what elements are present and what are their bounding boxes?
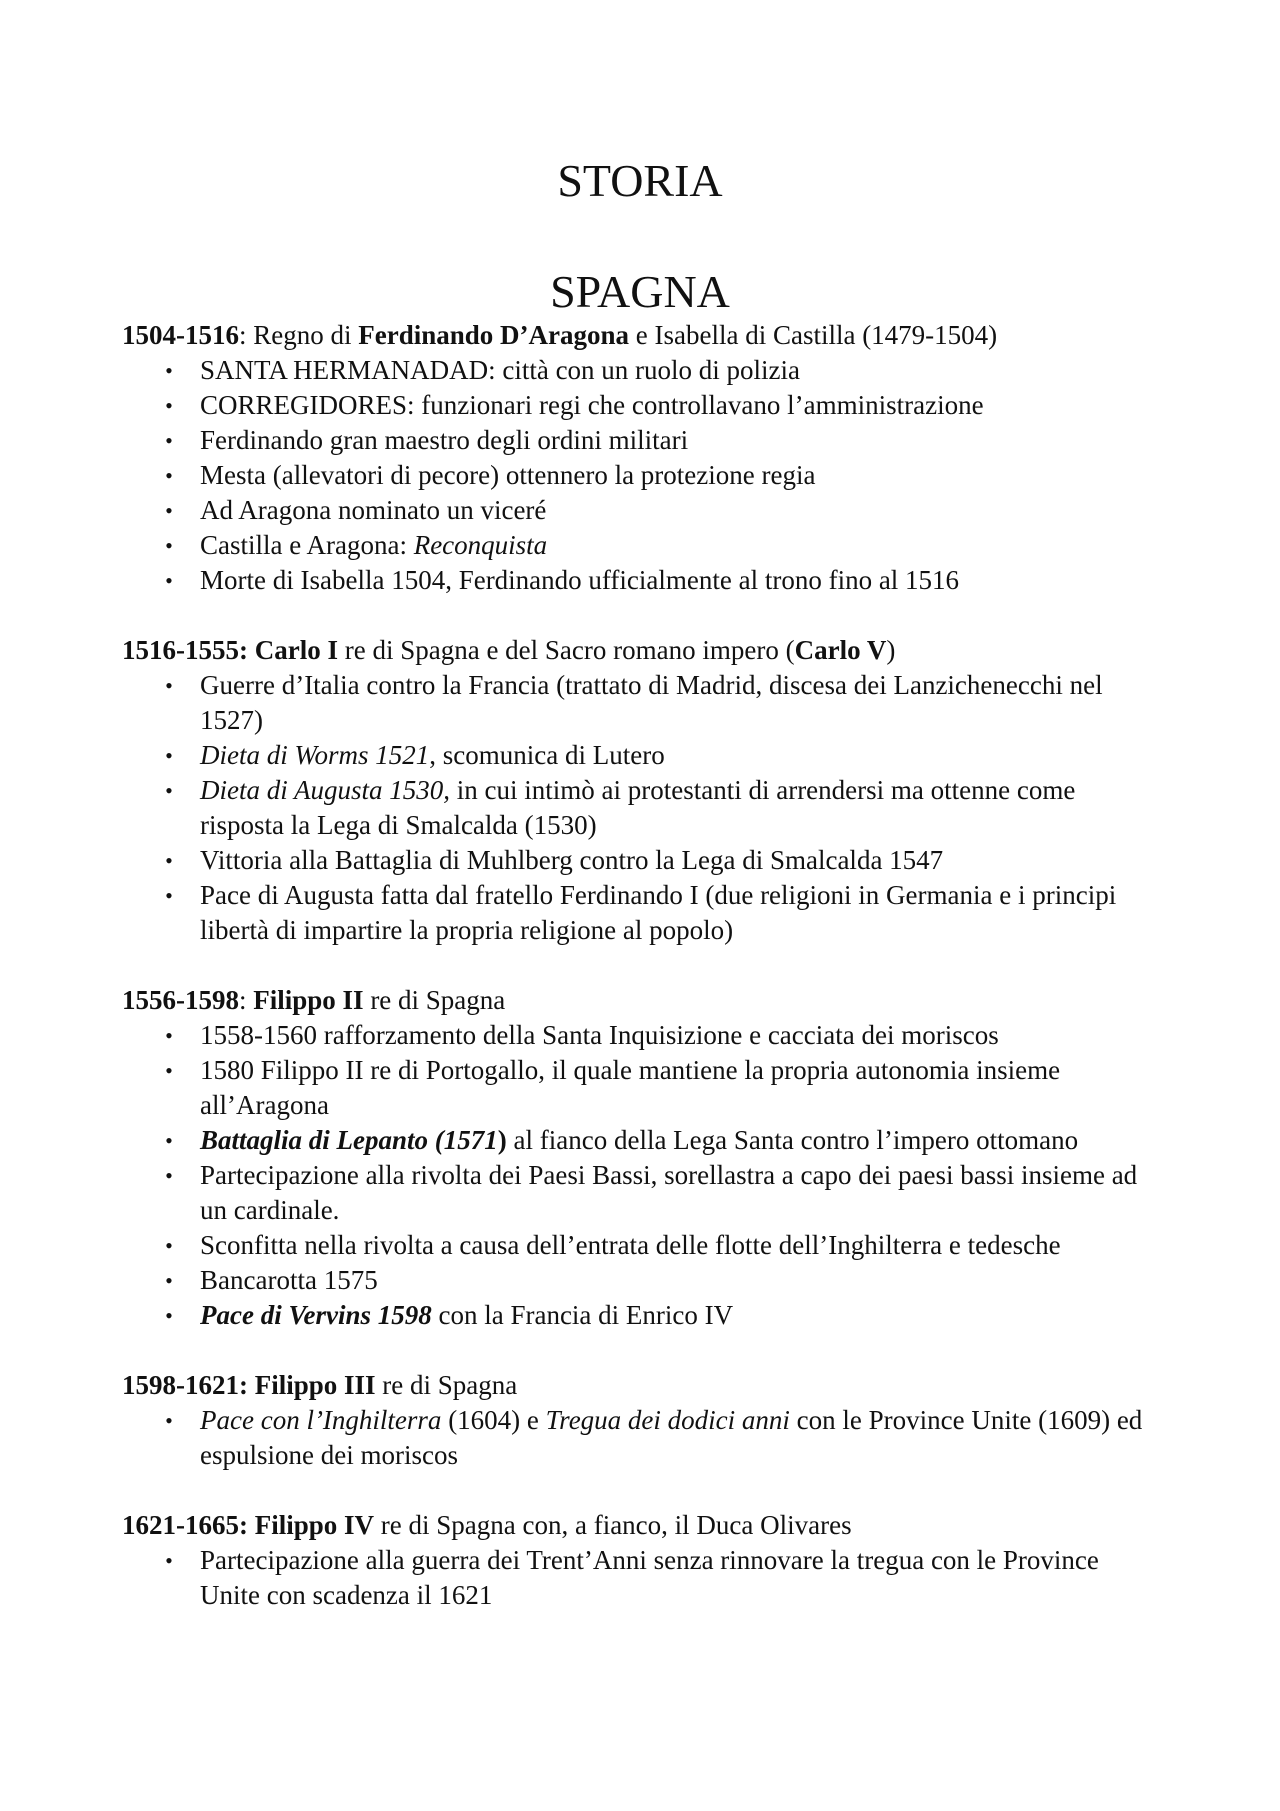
text-run: in cui intimò ai protestanti di arrendersi ma ottenne come risposta la Lega di Smalcalda (1530)	[200, 775, 1076, 840]
text-run: Guerre d’Italia contro la Francia (trattato di Madrid, discesa dei Lanzichenecchi nel 1527)	[200, 670, 1103, 735]
bullet-icon: •	[165, 1268, 173, 1293]
list-item	[122, 563, 1162, 598]
text-run: Reconquista	[413, 530, 548, 560]
text-run: 1621-1665: Filippo IV	[122, 1510, 375, 1540]
text-run: (1604) e	[441, 1405, 546, 1435]
text-run: Mesta (allevatori di pecore) ottennero la protezione regia	[200, 460, 816, 490]
bullet-icon: •	[165, 848, 173, 873]
text-run: con la Francia di Enrico IV	[431, 1300, 734, 1330]
reign-section	[122, 983, 1162, 1333]
text-run: :	[239, 985, 254, 1015]
bullet-icon: •	[165, 498, 173, 523]
text-run: : Regno di	[239, 320, 359, 350]
bullet-icon: •	[165, 1128, 173, 1153]
bullet-icon: •	[165, 533, 173, 558]
text-run: con le Province Unite (1609) ed espulsione dei moriscos	[200, 1405, 1143, 1470]
text-run: re di Spagna con, a fianco, il Duca Olivares	[374, 1510, 852, 1540]
list-item	[122, 528, 1162, 563]
bullet-icon: •	[165, 428, 173, 453]
list-item	[122, 1158, 1162, 1228]
text-run: Dieta di Worms 1521	[200, 740, 430, 770]
list-item	[122, 843, 1162, 878]
text-run: , scomunica di Lutero	[429, 740, 665, 770]
reign-section	[122, 1508, 1162, 1613]
bullet-icon: •	[165, 393, 173, 418]
bullet-icon: •	[165, 883, 173, 908]
list-item	[122, 878, 1162, 948]
text-run: Partecipazione alla rivolta dei Paesi Bassi, sorellastra a capo dei paesi bassi insieme ad un cardinale.	[200, 1160, 1138, 1225]
list-item	[122, 388, 1162, 423]
bullet-icon: •	[165, 673, 173, 698]
section-heading	[122, 1508, 1162, 1543]
text-run: Pace con l’Inghilterra	[200, 1405, 442, 1435]
bullet-icon: •	[165, 358, 173, 383]
text-run: Filippo II	[253, 985, 364, 1015]
text-run: Pace di Vervins 1598	[200, 1300, 432, 1330]
section-heading	[122, 983, 1162, 1018]
bullet-icon: •	[165, 1408, 173, 1433]
list-item	[122, 668, 1162, 738]
bullet-list	[122, 353, 1162, 598]
bullet-icon: •	[165, 1548, 173, 1573]
bullet-icon: •	[165, 1163, 173, 1188]
reign-section	[122, 1368, 1162, 1473]
list-item	[122, 1403, 1162, 1473]
bullet-icon: •	[165, 1058, 173, 1083]
list-item	[122, 738, 1162, 773]
list-item	[122, 773, 1162, 843]
bullet-icon: •	[165, 778, 173, 803]
list-item	[122, 1053, 1162, 1123]
list-item	[122, 1543, 1162, 1613]
text-run: Ferdinando D’Aragona	[358, 320, 630, 350]
text-run: al fianco della Lega Santa contro l’impero ottomano	[506, 1125, 1079, 1155]
list-item	[122, 1228, 1162, 1263]
reign-section	[122, 318, 1162, 598]
text-run: )	[886, 635, 896, 665]
text-run: Tregua dei dodici anni	[545, 1405, 790, 1435]
bullet-list	[122, 1543, 1162, 1613]
text-run: Ferdinando gran maestro degli ordini militari	[200, 425, 689, 455]
text-run: 1556-1598	[122, 985, 239, 1015]
bullet-list	[122, 1403, 1162, 1473]
bullet-icon: •	[165, 743, 173, 768]
text-run: e Isabella di Castilla (1479-1504)	[629, 320, 998, 350]
text-run: )	[497, 1125, 507, 1155]
list-item	[122, 1263, 1162, 1298]
list-item	[122, 1298, 1162, 1333]
text-run: Pace di Augusta fatta dal fratello Ferdinando I (due religioni in Germania e i principi libertà di impartire la propria religione al popolo)	[200, 880, 1117, 945]
text-run: Dieta di Augusta 1530,	[200, 775, 451, 805]
list-item	[122, 493, 1162, 528]
list-item	[122, 1018, 1162, 1053]
section-heading	[122, 1368, 1162, 1403]
bullet-list	[122, 1018, 1162, 1333]
section-heading	[122, 318, 1162, 353]
text-run: re di Spagna e del Sacro romano impero (	[337, 635, 795, 665]
bullet-icon: •	[165, 1233, 173, 1258]
text-run: 1598-1621: Filippo III	[122, 1370, 376, 1400]
text-run: 1504-1516	[122, 320, 239, 350]
text-run: Carlo V	[794, 635, 887, 665]
text-run: 1580 Filippo II re di Portogallo, il quale mantiene la propria autonomia insieme all’Aragona	[200, 1055, 1061, 1120]
bullet-icon: •	[165, 568, 173, 593]
text-run: Sconfitta nella rivolta a causa dell’entrata delle flotte dell’Inghilterra e tedesche	[200, 1230, 1061, 1260]
document-title: STORIA	[557, 155, 723, 206]
text-run: SANTA HERMANADAD: città con un ruolo di polizia	[200, 355, 801, 385]
text-run: 1516-1555: Carlo I	[122, 635, 338, 665]
text-run: Bancarotta 1575	[200, 1265, 378, 1295]
bullet-icon: •	[165, 1023, 173, 1048]
text-run: Battaglia di Lepanto (1571	[200, 1125, 498, 1155]
document-subtitle: SPAGNA	[550, 266, 730, 317]
bullet-icon: •	[165, 463, 173, 488]
text-run: Castilla e Aragona:	[200, 530, 414, 560]
list-item	[122, 458, 1162, 493]
document-body	[122, 318, 1162, 1648]
reign-section	[122, 633, 1162, 948]
bullet-list	[122, 668, 1162, 948]
text-run: Partecipazione alla guerra dei Trent’Anni senza rinnovare la tregua con le Province Unite con scadenza il 1621	[200, 1545, 1099, 1610]
text-run: 1558-1560 rafforzamento della Santa Inquisizione e cacciata dei moriscos	[200, 1020, 999, 1050]
list-item	[122, 1123, 1162, 1158]
bullet-icon: •	[165, 1303, 173, 1328]
text-run: re di Spagna	[375, 1370, 518, 1400]
section-heading	[122, 633, 1162, 668]
text-run: Vittoria alla Battaglia di Muhlberg contro la Lega di Smalcalda 1547	[200, 845, 944, 875]
text-run: Morte di Isabella 1504, Ferdinando ufficialmente al trono fino al 1516	[200, 565, 960, 595]
list-item	[122, 423, 1162, 458]
list-item	[122, 353, 1162, 388]
text-run: Ad Aragona nominato un viceré	[200, 495, 547, 525]
text-run: re di Spagna	[363, 985, 506, 1015]
text-run: CORREGIDORES: funzionari regi che controllavano l’amministrazione	[200, 390, 984, 420]
